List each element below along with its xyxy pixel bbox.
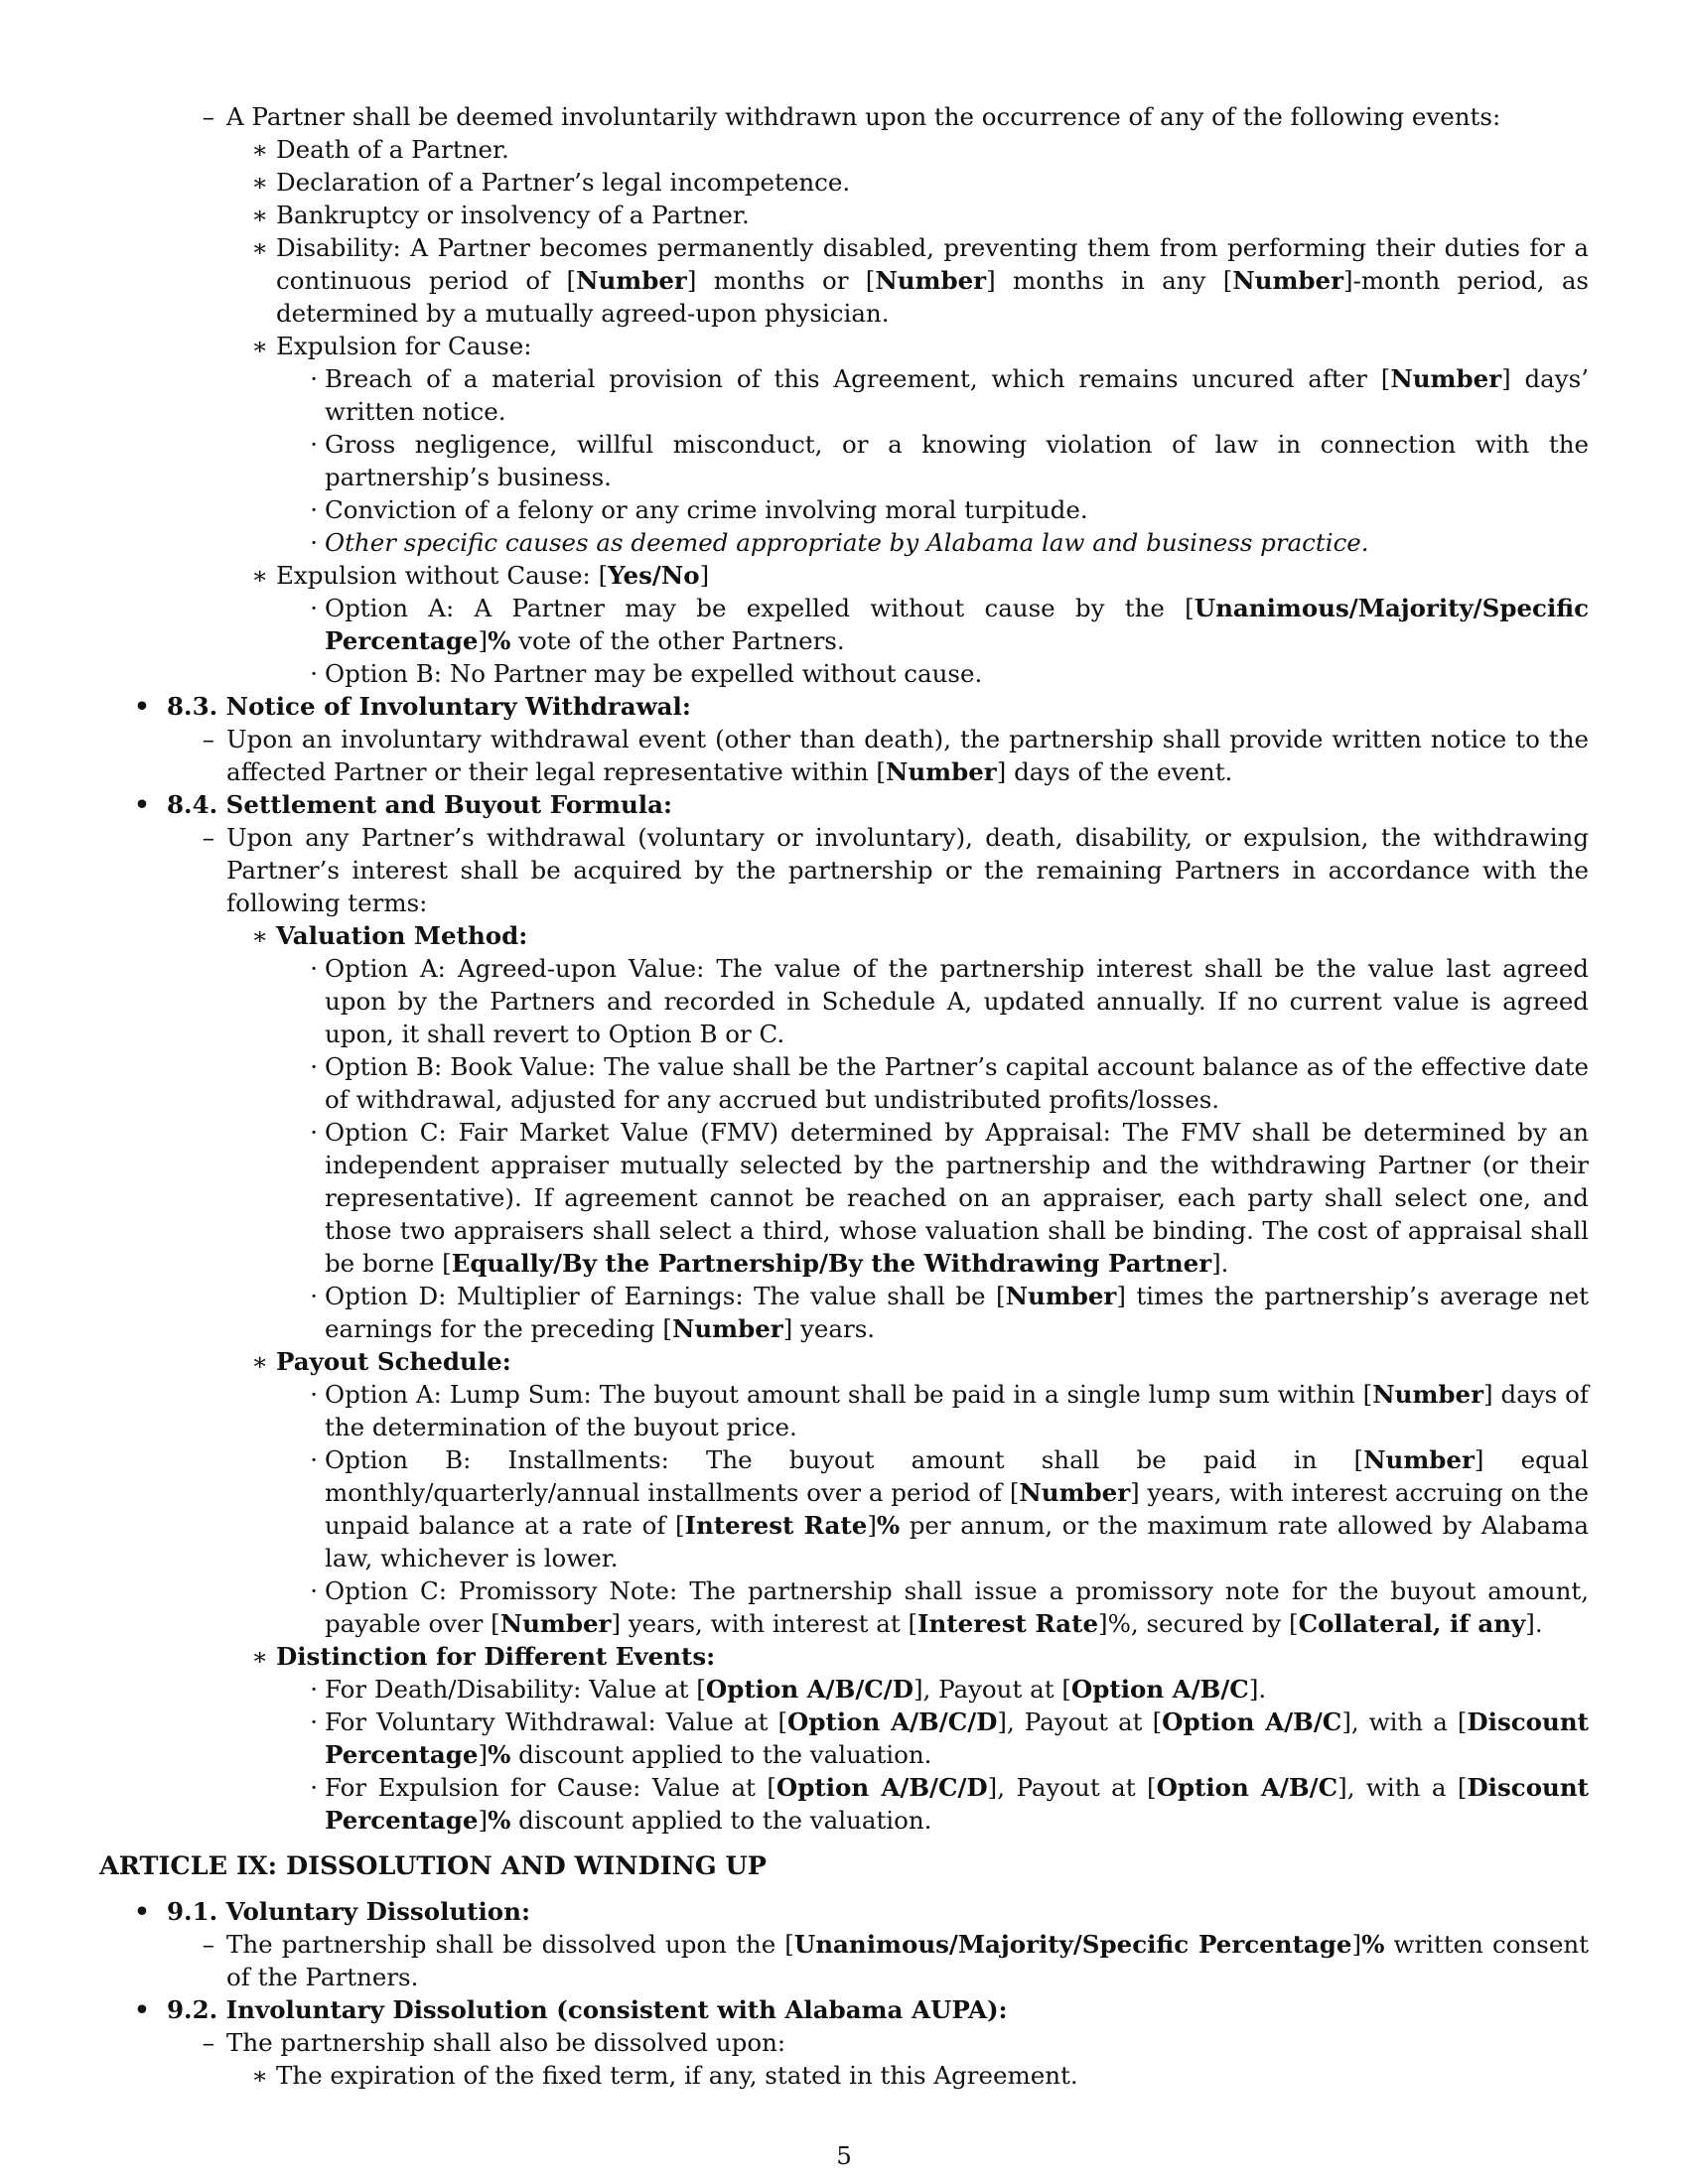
dot-marker: · [310,659,318,688]
item-text: Expulsion without Cause: [ [276,561,609,590]
item-text: The partnership shall be dissolved upon the [ [226,1930,794,1959]
list-item [99,952,1589,1050]
list-item [99,821,1589,919]
item-text: ] [478,626,489,655]
section-heading [99,788,1589,821]
dot-marker: · [310,1052,318,1081]
placeholder: Number [875,266,987,295]
dot-marker: · [310,1576,318,1605]
item-text: ] days of the event. [996,757,1233,786]
list-item [99,1378,1589,1443]
item-text: discount applied to the valuation. [510,1740,932,1769]
page-number: 5 [836,2141,852,2170]
item-text: Valuation Method: [276,921,528,950]
item-text: Option A: Agreed-upon Value: The value of the partnership interest shall be the value last agreed upon by the Partners and recorded in Schedule A, updated annually. If no current value is agreed upon, it shall revert to Option B or C. [325,954,1589,1048]
placeholder: Option A/B/C [1162,1707,1342,1736]
item-text: ], with a [ [1337,1773,1468,1802]
item-text: ]-month period, as determined by a mutually agreed-upon physician. [276,266,1590,328]
placeholder: Equally/By the Partnership/By the Withdrawing Partner [451,1249,1212,1278]
list-item [99,2026,1589,2059]
item-text: ] years. [782,1314,876,1343]
item-text: ] months or [ [686,266,876,295]
item-text: Option B: Installments: The buyout amount shall be paid in [ [325,1445,1364,1474]
item-text: vote of the other Partners. [510,626,845,655]
list-item [99,362,1589,428]
item-text: 9.1. Voluntary Dissolution: [167,1897,531,1926]
dot-marker: · [310,1675,318,1704]
list-item [99,1673,1589,1706]
placeholder: Number [671,1314,783,1343]
item-text: Option D: Multiplier of Earnings: The value shall be [ [325,1282,1006,1310]
list-item [99,199,1589,231]
item-text: Option B: No Partner may be expelled without cause. [325,659,983,688]
item-text: ] [699,561,710,590]
placeholder: Number [1363,1445,1475,1474]
item-text: Declaration of a Partner’s legal incompetence. [276,168,851,197]
item-text: Bankruptcy or insolvency of a Partner. [276,201,750,229]
placeholder: Number [1232,266,1344,295]
item-text: ] equal monthly/quarterly/annual installments over a period of [ [325,1445,1589,1507]
placeholder: Number [1390,364,1502,393]
item-text: ] times the partnership’s average net earnings for the preceding [ [325,1282,1589,1343]
list-item [99,1706,1589,1771]
placeholder: Unanimous/Majority/Specific Percentage [793,1930,1352,1959]
placeholder: Yes/No [608,561,700,590]
dot-marker: · [310,430,318,459]
item-text: ] years, with interest accruing on the unpaid balance at a rate of [ [325,1478,1589,1540]
item-text: 8.4. Settlement and Buyout Formula: [167,790,673,819]
dot-marker: · [310,1773,318,1802]
list-item [99,330,1589,362]
list-item [99,1116,1589,1280]
placeholder: Number [1005,1282,1117,1310]
item-text: written consent of the Partners. [226,1930,1590,1991]
placeholder: Option A/B/C/D [775,1773,988,1802]
item-text: Gross negligence, willful misconduct, or a knowing violation of law in connection with the partnership’s business. [325,430,1589,491]
placeholder: Interest Rate [684,1511,868,1540]
bullet-marker: • [134,692,150,721]
star-marker: ∗ [251,1642,268,1671]
item-text: Distinction for Different Events: [276,1642,716,1671]
item-text: discount applied to the valuation. [510,1806,932,1835]
list-item [99,919,1589,952]
placeholder: Discount Percentage [325,1707,1589,1769]
placeholder: % [488,1740,511,1769]
item-text: 9.2. Involuntary Dissolution (consistent with Alabama AUPA): [167,1995,1008,2024]
item-text: ], Payout at [ [913,1675,1071,1704]
list-item [99,559,1589,592]
item-text: Upon any Partner’s withdrawal (voluntary or involuntary), death, disability, or expulsion, the withdrawing Partner’s interest shall be acquired by the partnership or the remaining Partners in accordance with the following terms: [226,823,1589,917]
section-heading [99,1993,1589,2026]
item-text: per annum, or the maximum rate allowed by Alabama law, whichever is lower. [325,1511,1590,1572]
list-item [99,1050,1589,1116]
placeholder: Collateral, if any [1298,1609,1526,1638]
star-marker: ∗ [251,561,268,590]
list-item [99,133,1589,166]
dot-marker: · [310,594,318,622]
list-item [99,592,1589,657]
placeholder: % [1361,1930,1385,1959]
item-text: Disability: A Partner becomes permanently disabled, preventing them from performing their duties for a continuous period of [ [276,233,1589,295]
placeholder: Option A/B/C [1070,1675,1249,1704]
item-text: Death of a Partner. [276,135,509,164]
dot-marker: · [310,954,318,983]
item-text: ]%, secured by [ [1098,1609,1299,1638]
item-text: ]. [1525,1609,1543,1638]
list-item [99,493,1589,526]
dash-marker: – [202,1930,214,1959]
dot-marker: · [310,495,318,524]
item-text: ], Payout at [ [997,1707,1163,1736]
star-marker: ∗ [251,233,268,262]
item-text: ] [867,1511,877,1540]
list-item [99,1443,1589,1574]
item-text: ]. [1248,1675,1267,1704]
list-item [99,1345,1589,1378]
item-text: Upon an involuntary withdrawal event (other than death), the partnership shall provide written notice to the affected Partner or their legal representative within [ [226,725,1589,786]
item-text: Other specific causes as deemed appropriate by Alabama law and business practice. [325,528,1369,557]
item-text: For Death/Disability: Value at [ [325,1675,706,1704]
dot-marker: · [310,1282,318,1310]
item-text: ]. [1211,1249,1229,1278]
item-text: ] [478,1806,489,1835]
placeholder: Number [1019,1478,1131,1507]
item-text: Option B: Book Value: The value shall be the Partner’s capital account balance as of the effective date of withdrawal, adjusted for any accrued but undistributed profits/losses. [325,1052,1589,1114]
placeholder: Unanimous/Majority/Specific Percentage [325,594,1589,655]
dot-marker: · [310,1380,318,1409]
item-text: Option C: Fair Market Value (FMV) determined by Appraisal: The FMV shall be determined by an independent appraiser mutually selected by the partnership and the withdrawing Partner (or their representative). If agreement cannot be reached on an appraiser, each party shall select one, and those two appraisers shall select a third, whose valuation shall be binding. The cost of appraisal shall be borne [ [325,1118,1589,1278]
item-text: The expiration of the fixed term, if any, stated in this Agreement. [276,2061,1078,2090]
list-item [99,657,1589,690]
dot-marker: · [310,1707,318,1736]
placeholder: Discount Percentage [325,1773,1589,1835]
placeholder: Option A/B/C [1156,1773,1338,1802]
dot-marker: · [310,364,318,393]
star-marker: ∗ [251,201,268,229]
section-heading [99,690,1589,723]
article-heading: ARTICLE IX: DISSOLUTION AND WINDING UP [99,1851,767,1881]
star-marker: ∗ [251,135,268,164]
dot-marker: · [310,1118,318,1147]
dash-marker: – [202,823,214,852]
placeholder: Number [576,266,687,295]
item-text: Payout Schedule: [276,1347,511,1376]
item-text: Breach of a material provision of this Agreement, which remains uncured after [ [325,364,1391,393]
list-item [99,100,1589,133]
star-marker: ∗ [251,1347,268,1376]
placeholder: Option A/B/C/D [705,1675,914,1704]
item-text: ], with a [ [1341,1707,1468,1736]
bullet-marker: • [134,1995,150,2024]
item-text: ] days’ written notice. [325,364,1589,426]
list-item [99,2059,1589,2092]
dash-marker: – [202,2028,214,2057]
item-text: Conviction of a felony or any crime involving moral turpitude. [325,495,1088,524]
dot-marker: · [310,528,318,557]
item-text: ] months in any [ [986,266,1233,295]
item-text: For Expulsion for Cause: Value at [ [325,1773,776,1802]
bullet-marker: • [134,790,150,819]
star-marker: ∗ [251,2061,268,2090]
star-marker: ∗ [251,332,268,360]
dash-marker: – [202,102,214,131]
bullet-marker: • [134,1897,150,1926]
item-text: ] [478,1740,489,1769]
list-item [99,1640,1589,1673]
list-item [99,1928,1589,1993]
item-text: Expulsion for Cause: [276,332,532,360]
item-text: Option A: A Partner may be expelled without cause by the [ [325,594,1195,622]
item-text: Option A: Lump Sum: The buyout amount shall be paid in a single lump sum within [ [325,1380,1373,1409]
list-item [99,1574,1589,1640]
list-item [99,723,1589,788]
placeholder: Interest Rate [917,1609,1099,1638]
placeholder: % [876,1511,901,1540]
placeholder: Number [1372,1380,1484,1409]
item-text: ], Payout at [ [987,1773,1157,1802]
list-item [99,166,1589,199]
list-item [99,526,1589,559]
item-text: ] days of the determination of the buyout price. [325,1380,1590,1441]
item-text: ] years, with interest at [ [611,1609,918,1638]
list-item [99,1280,1589,1345]
item-text: 8.3. Notice of Involuntary Withdrawal: [167,692,691,721]
list-item [99,428,1589,493]
placeholder: % [488,626,511,655]
star-marker: ∗ [251,921,268,950]
item-text: For Voluntary Withdrawal: Value at [ [325,1707,788,1736]
item-text: Option C: Promissory Note: The partnership shall issue a promissory note for the buyout amount, payable over [ [325,1576,1589,1638]
document-body [99,100,1589,2092]
placeholder: Number [885,757,997,786]
dash-marker: – [202,725,214,753]
placeholder: Number [499,1609,612,1638]
item-text: The partnership shall also be dissolved upon: [226,2028,786,2057]
list-item [99,1771,1589,1837]
placeholder: % [488,1806,511,1835]
item-text: A Partner shall be deemed involuntarily withdrawn upon the occurrence of any of the following events: [226,102,1501,131]
list-item [99,231,1589,330]
star-marker: ∗ [251,168,268,197]
dot-marker: · [310,1445,318,1474]
section-heading [99,1895,1589,1928]
placeholder: Option A/B/C/D [787,1707,998,1736]
item-text: ] [1351,1930,1362,1959]
